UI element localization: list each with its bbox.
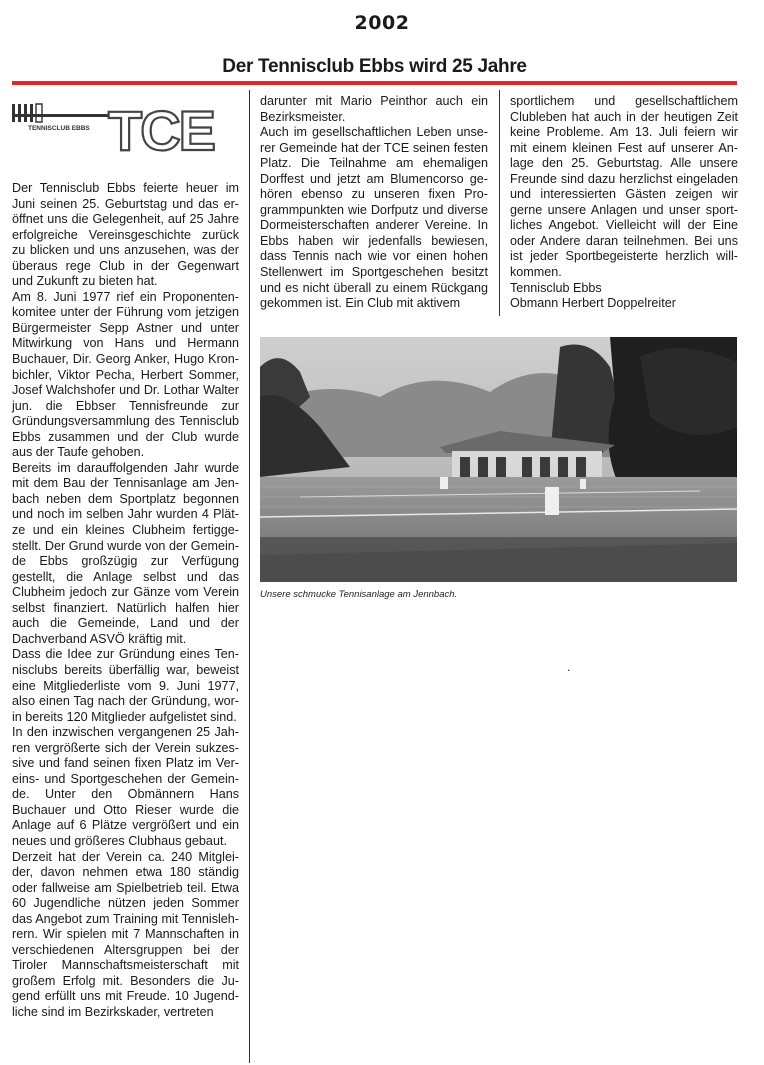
- article-column-1: [12, 181, 239, 1021]
- column-divider: [249, 90, 250, 1063]
- signature-club: Tennisclub Ebbs: [510, 280, 602, 295]
- paragraph: In den inzwischen vergangenen 25 Jahren vergrößerte sich der Verein sukzessive und fand seinen fixen Platz im Vereins- und Sportgeschehen der Gemeinde. Unter den Obmännern Hans Buchauer und Otto Rieser wurde die Anlage auf 6 Plätze vergrößert und ein neues und größeres Clubhaus gebaut.: [12, 725, 239, 848]
- tennis-facility-photo: [260, 337, 737, 582]
- logo-subtitle: TENNISCLUB EBBS: [28, 125, 90, 132]
- signature-chair: Obmann Herbert Doppelreiter: [510, 296, 676, 311]
- paragraph: Auch im gesellschaftlichen Leben unserer Gemeinde hat der TCE seinen festen Platz. Die Teilnahme am ehemaligen Dorffest und jetzt am Blumencorso gehören ebenso zu unseren fixen Programmpunkten wie Dorfputz und diverse Dormeisterschaften anderer Vereine. In Ebbs haben wir jedenfalls bewiesen, dass Tennis nach wie vor einen hohen Stellenwert im Sportgeschehen besitzt und es nicht überall zu einem Rückgang gekommen ist. Ein Club mit aktivem: [260, 125, 488, 311]
- logo-dash-icon: [12, 104, 110, 122]
- logo-mark: TCE: [108, 100, 214, 160]
- photo-caption: Unsere schmucke Tennisanlage am Jennbach.: [260, 589, 458, 600]
- article-column-3: [510, 94, 738, 312]
- column-divider: [499, 90, 500, 316]
- page-year: 2002: [354, 12, 410, 34]
- tce-logo: [12, 100, 238, 160]
- paragraph: Bereits im darauffolgenden Jahr wurde mit dem Bau der Tennisanlage am Jenbach neben dem Sportplatz begonnen und noch im selben Jahr wurden 4 Plätze und ein kleines Clubheim fertiggestellt. Der Grund wurde von der Gemeinde Ebbs großzügig zur Verfügung gestellt, die Anlage selbst und das Clubheim jedoch zur Gänze vom Verein selbst finanziert. Natürlich halfen hier auch die Gemeinde, Land und der Dachverband ASVÖ kräftig mit.: [12, 460, 239, 646]
- headline-rule: [12, 81, 737, 85]
- paragraph: Dass die Idee zur Gründung eines Tennisclubs bereits überfällig war, beweist eine Mitgliederliste vom 9. Juni 1977, also einen Tag nach der Gründung, worin bereits 120 Mitglieder aufgelistet sind.: [12, 647, 239, 724]
- article-column-2: [260, 94, 488, 312]
- paragraph: Der Tennisclub Ebbs feierte heuer im Juni seinen 25. Geburtstag und das eröffnet uns die Gelegenheit, auf 25 Jahre erfolgreiche Vereinsgeschichte zurück zu blicken und uns anzusehen, was der überaus rege Club in der Gegenwart und Zukunft zu bieten hat.: [12, 181, 239, 289]
- paragraph: darunter mit Mario Peinthor auch ein Bezirksmeister.: [260, 94, 488, 124]
- stray-mark: .: [567, 660, 571, 674]
- paragraph: sportlichem und gesellschaftlichem Clubleben hat auch in der heutigen Zeit keine Probleme. Am 13. Juli feiern wir mit einem kleinen Fest auf unserer Anlage den 25. Geburtstag. Alle unsere Freunde sind dazu herzlichst eingeladen und interessierten Gästen zeigen wir gerne unsere Anlagen und unser sportliches Angebot. Vielleicht will der Eine oder Andere daran teilnehmen. Bei uns ist jeder Sportbegeisterte herzlich willkommen.: [510, 94, 738, 280]
- paragraph: Am 8. Juni 1977 rief ein Proponentenkomitee unter der Führung vom jetzigen Bürgermeister Sepp Astner und unter Mitwirkung von Hans und Hermann Buchauer, Dir. Georg Anker, Hugo Kronbichler, Viktor Pecha, Herbert Sommer, Josef Walchshofer und Dr. Lothar Walter jun. die Ebbser Tennisfreunde zur Gründungsversammlung des Tennisclub Ebbs zusammen und der Club wurde aus der Taufe gehoben.: [12, 289, 239, 460]
- paragraph: Derzeit hat der Verein ca. 240 Mitgleider, davon nehmen etwa 180 ständig oder fallweise am Spielbetrieb teil. Etwa 60 Jugendliche nützen jeden Sommer das Angebot zum Training mit Tennislehrern. Wir spielen mit 7 Mannschaften in verschiedenen Altersgruppen bei der Tiroler Mannschaftsmeisterschaft mit großem Erfolg mit. Besonders die Jugend erfüllt uns mit Freude. 10 Jugendliche sind im Bezirkskader, vertreten: [12, 849, 239, 1019]
- article-headline: Der Tennisclub Ebbs wird 25 Jahre: [222, 56, 527, 77]
